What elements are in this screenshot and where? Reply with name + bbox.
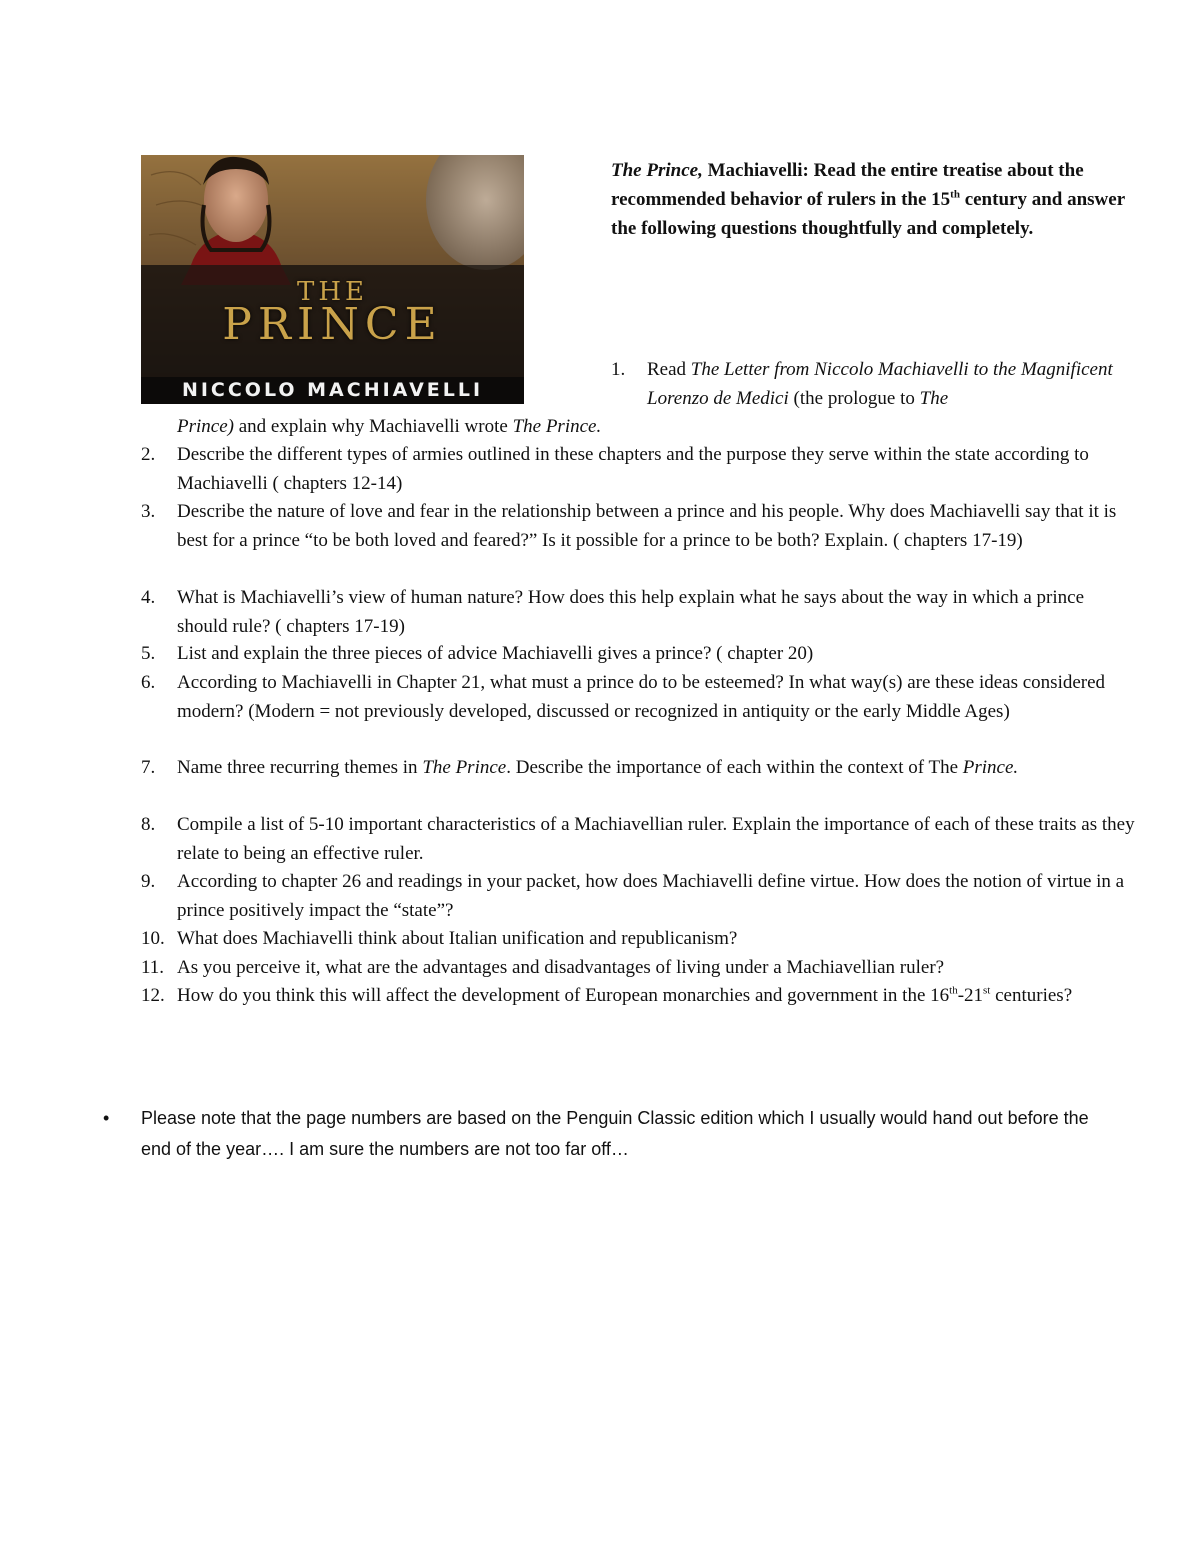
page-number-note: Please note that the page numbers are based on the Penguin Classic edition which I usually would hand out before the end of the year…. I am sure the numbers are not too far off… xyxy=(141,1108,1089,1159)
question-item xyxy=(141,498,1137,555)
question-text-part: . Describe the importance of each within the context of The xyxy=(506,757,963,778)
question-text-part: Prince) xyxy=(177,416,234,437)
question-text-part: th xyxy=(949,984,958,997)
question-text-part: Name three recurring themes in xyxy=(177,757,423,778)
question-number: 2. xyxy=(141,444,156,465)
cover-title-the: THE xyxy=(297,277,368,307)
question-continuation xyxy=(177,413,1077,442)
question-item xyxy=(141,925,1137,954)
question-text-part: The Prince xyxy=(422,757,507,778)
question-item xyxy=(141,954,1137,983)
book-cover-image xyxy=(141,155,524,404)
question-number: 7. xyxy=(141,757,156,778)
question-item xyxy=(141,584,1137,641)
question-text: Describe the different types of armies outlined in these chapters and the purpose they serve within the state according to Machiavelli ( chapters 12-14) xyxy=(177,444,1089,494)
question-text-part: (the prologue to xyxy=(788,387,920,409)
question-text-part: centuries? xyxy=(990,985,1073,1006)
question-item xyxy=(611,356,1117,413)
intro-title: The Prince, xyxy=(611,160,703,181)
question-item xyxy=(141,669,1137,726)
question-number: 1. xyxy=(611,359,626,380)
intro-text-1: Machiavelli: Read the entire treatise about the recommended behavior of rulers in the 15 xyxy=(611,160,1084,210)
question-text-part: st xyxy=(983,984,991,997)
question-text-part: The xyxy=(919,387,949,409)
question-number: 3. xyxy=(141,501,156,522)
question-number: 8. xyxy=(141,814,156,835)
cover-title-prince: PRINCE xyxy=(222,299,443,350)
question-text: As you perceive it, what are the advantages and disadvantages of living under a Machiavellian ruler? xyxy=(177,957,945,978)
question-text-part: -21 xyxy=(957,985,984,1006)
question-number: 9. xyxy=(141,871,156,892)
question-text: List and explain the three pieces of advice Machiavelli gives a prince? ( chapter 20) xyxy=(177,643,814,664)
question-number: 5. xyxy=(141,643,156,664)
question-text: What does Machiavelli think about Italian unification and republicanism? xyxy=(177,928,738,949)
question-item xyxy=(141,982,1137,1011)
question-number: 12. xyxy=(141,985,165,1006)
question-text: What is Machiavelli’s view of human nature? How does this help explain what he says about the way in which a prince should rule? ( chapters 17-19) xyxy=(177,587,1084,637)
question-item xyxy=(141,754,1137,783)
question-text-part: Prince. xyxy=(962,757,1019,778)
intro-text-2: century and answer the following questions thoughtfully and completely. xyxy=(611,189,1125,239)
question-text-part: The Letter from Niccolo Machiavelli to the Magnificent Lorenzo de Medici xyxy=(647,359,1113,409)
question-text-part: The Prince. xyxy=(512,416,602,437)
question-item xyxy=(141,811,1137,868)
question-text-part: Read xyxy=(647,359,691,380)
question-text-part: How do you think this will affect the development of European monarchies and government in the 16 xyxy=(177,985,950,1006)
note-bullet: • xyxy=(103,1108,110,1128)
question-number: 4. xyxy=(141,587,156,608)
question-item xyxy=(141,868,1137,925)
question-number: 10. xyxy=(141,928,165,949)
question-text: According to chapter 26 and readings in your packet, how does Machiavelli define virtue. How does the notion of virtue in a prince positively impact the “state”? xyxy=(177,871,1125,921)
question-number: 6. xyxy=(141,672,156,693)
question-text: Describe the nature of love and fear in the relationship between a prince and his people. Why does Machiavelli say that it is best for a prince “to be both loved and feared?” Is it possible for a prince to be both? Explain. ( chapters 17-19) xyxy=(177,501,1117,551)
question-number: 11. xyxy=(141,957,165,978)
question-text: Compile a list of 5-10 important characteristics of a Machiavellian ruler. Explain the importance of each of these traits as they relate to being an effective ruler. xyxy=(177,814,1135,864)
question-item xyxy=(141,640,1137,669)
cover-author: NICCOLO MACHIAVELLI xyxy=(181,379,484,401)
assignment-intro xyxy=(611,156,1141,243)
intro-sup: th xyxy=(950,188,960,201)
question-item xyxy=(141,441,1137,498)
question-text: According to Machiavelli in Chapter 21, what must a prince do to be esteemed? In what way(s) are these ideas considered modern? (Modern = not previously developed, discussed or recognized in antiquity or the early Middle Ages) xyxy=(177,672,1106,722)
question-text-part: and explain why Machiavelli wrote xyxy=(233,416,513,437)
